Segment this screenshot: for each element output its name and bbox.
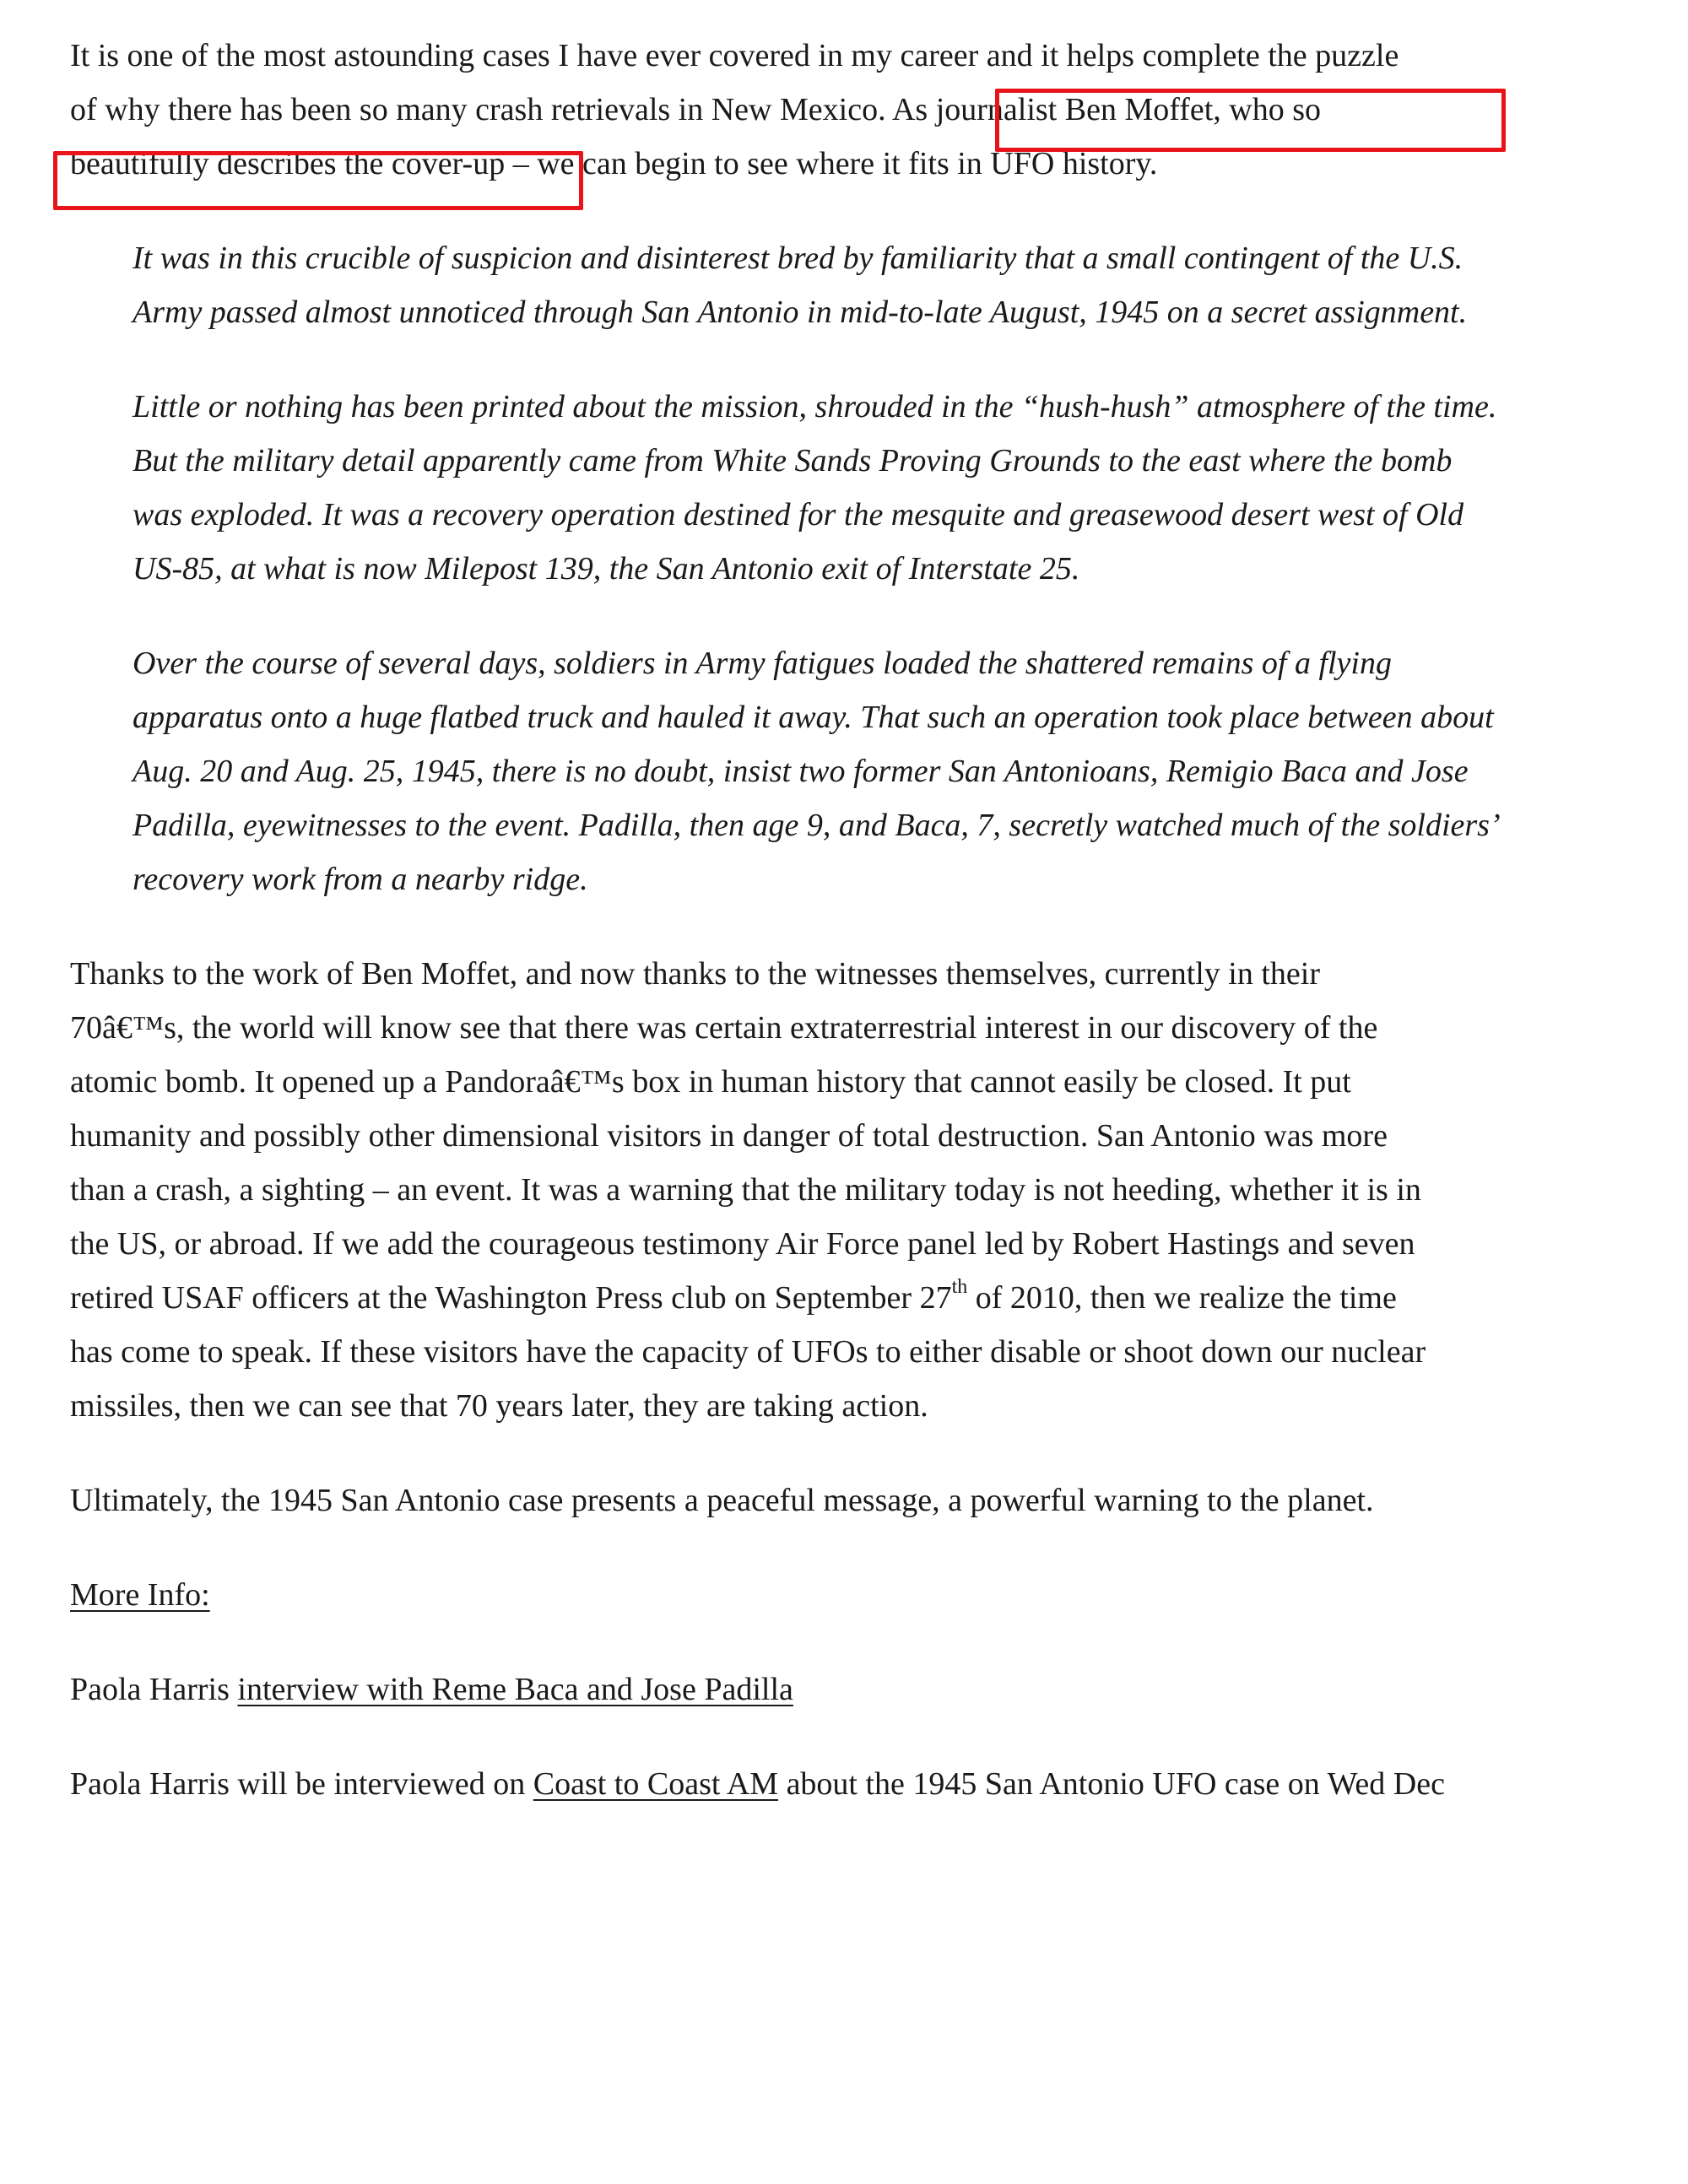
quote-line: recovery work from a nearby ridge.: [133, 862, 588, 897]
text-line: humanity and possibly other dimensional visitors in danger of total destruction. San Antonio was more: [70, 1118, 1388, 1154]
text-line: than a crash, a sighting – an event. It was a warning that the military today is not heeding, whether it is in: [70, 1172, 1421, 1208]
article-body: [70, 29, 1657, 1852]
superscript: th: [951, 1276, 968, 1298]
quote-line: Over the course of several days, soldiers in Army fatigues loaded the shattered remains of a flying: [133, 646, 1392, 681]
quote-line: It was in this crucible of suspicion and disinterest bred by familiarity that a small contingent of the U.S.: [133, 241, 1463, 276]
coast-paragraph: [70, 1757, 1657, 1811]
highlight-box-2: [53, 151, 583, 210]
text-line: missiles, then we can see that 70 years later, they are taking action.: [70, 1388, 928, 1424]
quote-line: Little or nothing has been printed about the mission, shrouded in the “hush-hush” atmosphere of the time.: [133, 389, 1497, 424]
text-line: [70, 1271, 1657, 1325]
quote-line: Aug. 20 and Aug. 25, 1945, there is no doubt, insist two former San Antonioans, Remigio Baca and Jose: [133, 754, 1469, 789]
text-line: the US, or abroad. If we add the courageous testimony Air Force panel led by Robert Hastings and seven: [70, 1226, 1415, 1262]
more-info-link[interactable]: More Info:: [70, 1577, 210, 1613]
blockquote-1: [133, 231, 1657, 339]
text-fragment: Paola Harris: [70, 1672, 238, 1707]
text-line: Thanks to the work of Ben Moffet, and now thanks to the witnesses themselves, currently in their: [70, 956, 1320, 992]
body-paragraph: [70, 947, 1657, 1433]
text-line: It is one of the most astounding cases I have ever covered in my career and it helps complete the puzzle: [70, 38, 1399, 73]
quote-line: apparatus onto a huge flatbed truck and hauled it away. That such an operation took place between about: [133, 700, 1494, 735]
coast-to-coast-link[interactable]: Coast to Coast AM: [533, 1766, 779, 1802]
text-fragment: Paola Harris will be interviewed on: [70, 1766, 533, 1802]
interview-link[interactable]: interview with Reme Baca and Jose Padilla: [237, 1672, 793, 1707]
text-line: 70â€™s, the world will know see that there was certain extraterrestrial interest in our discovery of the: [70, 1010, 1378, 1046]
quote-line: But the military detail apparently came from White Sands Proving Grounds to the east where the bomb: [133, 443, 1453, 478]
interview-paragraph: [70, 1662, 1657, 1716]
conclusion-paragraph: Ultimately, the 1945 San Antonio case presents a peaceful message, a powerful warning to the planet.: [70, 1483, 1374, 1518]
more-info-heading: [70, 1568, 1657, 1622]
quote-line: was exploded. It was a recovery operation destined for the mesquite and greasewood desert west of Old: [133, 497, 1464, 532]
text-line: beautifully describes the cover-up – we can begin to see where it fits in UFO history.: [70, 146, 1158, 181]
text-fragment: retired USAF officers at the Washington Press club on September 27: [70, 1280, 952, 1316]
blockquote-2: [133, 380, 1657, 596]
quote-line: Army passed almost unnoticed through San Antonio in mid-to-late August, 1945 on a secret assignment.: [133, 295, 1468, 330]
text-line: of why there has been so many crash retrievals in New Mexico. As journalist Ben Moffet, who so: [70, 92, 1322, 127]
text-fragment: of 2010, then we realize the time: [967, 1280, 1397, 1316]
text-line: has come to speak. If these visitors have the capacity of UFOs to either disable or shoot down our nuclear: [70, 1334, 1426, 1370]
text-fragment: about the 1945 San Antonio UFO case on Wed Dec: [778, 1766, 1445, 1802]
quote-line: US-85, at what is now Milepost 139, the San Antonio exit of Interstate 25.: [133, 551, 1080, 587]
text-line: atomic bomb. It opened up a Pandoraâ€™s box in human history that cannot easily be closed. It put: [70, 1064, 1351, 1100]
quote-line: Padilla, eyewitnesses to the event. Padilla, then age 9, and Baca, 7, secretly watched much of the soldiers’: [133, 808, 1501, 843]
blockquote-3: [133, 636, 1657, 906]
highlight-box-1: [995, 89, 1506, 152]
